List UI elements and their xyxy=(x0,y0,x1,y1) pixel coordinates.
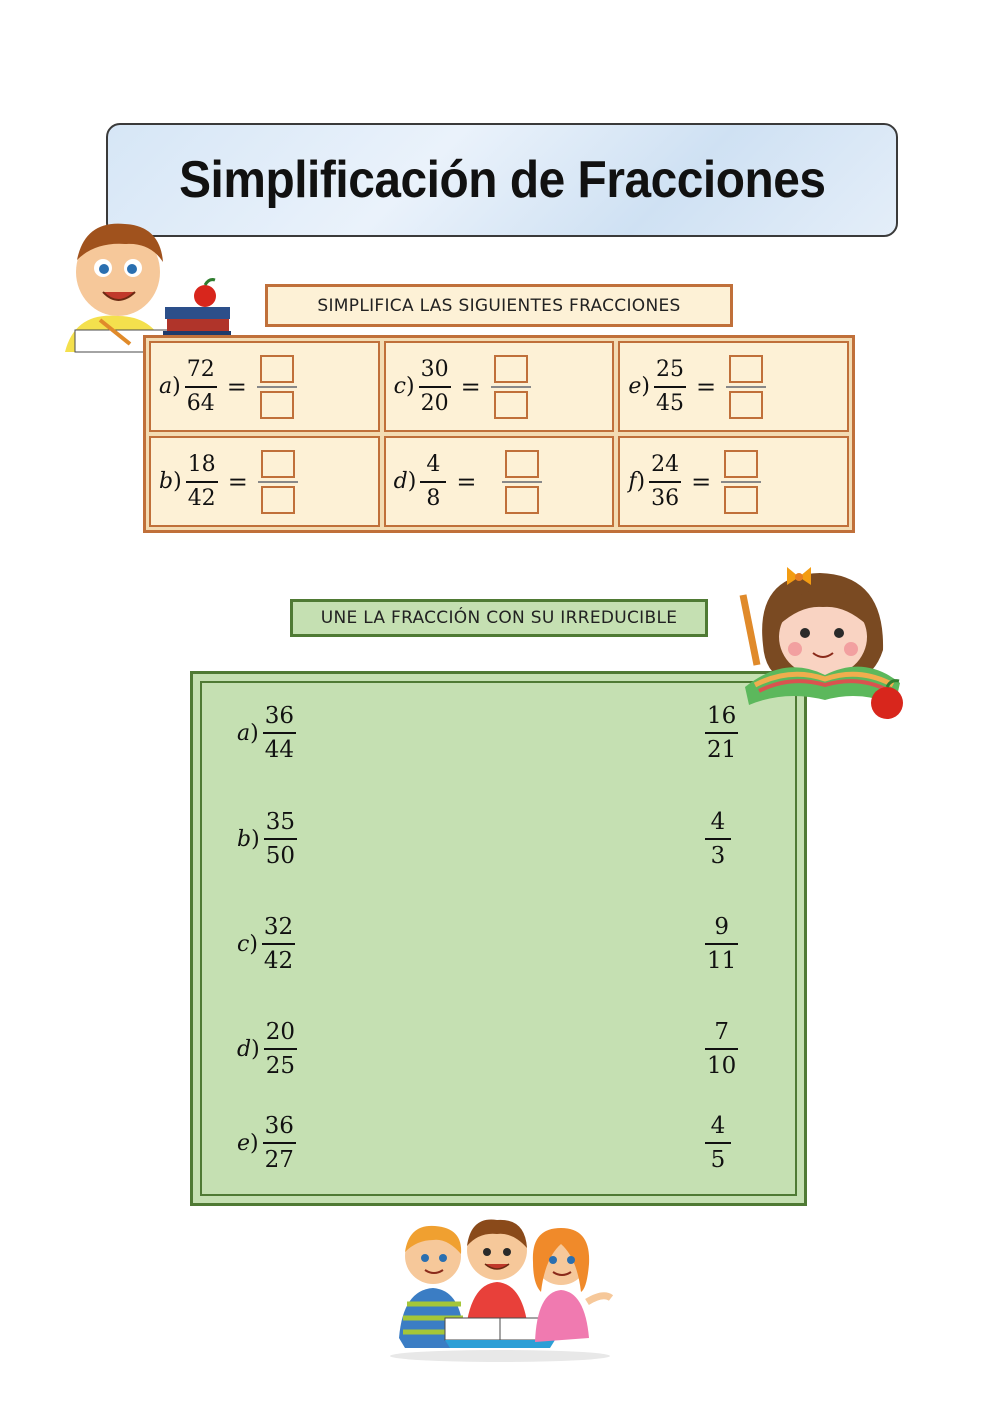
denominator: 42 xyxy=(263,948,294,974)
equals-sign: = xyxy=(460,372,481,401)
answer-numerator-input[interactable] xyxy=(729,355,763,383)
numerator: 25 xyxy=(655,356,684,382)
instruction-match: UNE LA FRACCIÓN CON SU IRREDUCIBLE xyxy=(290,599,708,637)
answer-fraction xyxy=(491,355,531,419)
denominator: 42 xyxy=(187,485,216,511)
numerator: 36 xyxy=(264,1113,294,1139)
fraction xyxy=(654,358,686,416)
denominator: 5 xyxy=(710,1147,726,1173)
fraction xyxy=(264,810,297,868)
left-fraction-e[interactable]: e ) $\frac{36}{27}$ xyxy=(237,1113,294,1173)
fraction xyxy=(263,704,296,762)
girl-reading-illustration xyxy=(735,555,915,725)
left-fraction-c[interactable]: c ) $\frac{32}{42}$ xyxy=(237,914,294,974)
exercise-letter: b xyxy=(237,826,252,852)
denominator: 36 xyxy=(651,485,680,511)
fraction xyxy=(264,1020,297,1078)
answer-numerator-input[interactable] xyxy=(261,450,295,478)
fraction xyxy=(705,1020,738,1078)
left-fraction-b[interactable]: b ) $\frac{35}{50}$ xyxy=(237,809,295,869)
kids-reading-illustration xyxy=(385,1218,615,1363)
numerator: 9 xyxy=(714,914,729,940)
numerator: 32 xyxy=(263,914,294,940)
denominator: 45 xyxy=(655,390,684,416)
answer-denominator-input[interactable] xyxy=(494,391,528,419)
fraction xyxy=(649,453,681,511)
denominator: 21 xyxy=(707,737,737,763)
exercise-e: e ) $\frac{25}{45}$ = xyxy=(618,341,849,432)
numerator: 4 xyxy=(710,809,726,835)
exercise-letter: a xyxy=(159,374,173,399)
numerator: 16 xyxy=(707,703,737,729)
instruction-simplify: SIMPLIFICA LAS SIGUIENTES FRACCIONES xyxy=(265,284,733,327)
equals-sign: = xyxy=(227,467,248,496)
exercise-letter: c xyxy=(393,374,406,399)
matching-exercise-box xyxy=(190,671,807,1206)
answer-denominator-input[interactable] xyxy=(724,486,758,514)
exercise-a: a ) $\frac{72}{64}$ = xyxy=(149,341,380,432)
right-fraction-5[interactable] xyxy=(701,1114,735,1172)
fraction xyxy=(420,453,446,511)
equals-sign: = xyxy=(695,372,717,401)
answer-denominator-input[interactable] xyxy=(729,391,763,419)
exercise-letter: a xyxy=(237,720,251,746)
denominator: 50 xyxy=(265,843,295,869)
equals-sign: = xyxy=(226,372,247,401)
equals-sign: = xyxy=(456,467,477,496)
fraction xyxy=(185,358,217,416)
exercise-f: f ) $\frac{24}{36}$ = xyxy=(618,436,849,527)
denominator: 8 xyxy=(426,485,441,511)
left-fraction-a[interactable]: a ) $\frac{36}{44}$ xyxy=(237,703,294,763)
numerator: 72 xyxy=(186,356,215,382)
denominator: 25 xyxy=(265,1053,295,1079)
exercise-letter: e xyxy=(237,1130,251,1156)
denominator: 44 xyxy=(264,737,294,763)
answer-numerator-input[interactable] xyxy=(260,355,294,383)
numerator: 35 xyxy=(265,809,295,835)
exercise-letter: c xyxy=(237,931,250,957)
fraction xyxy=(705,915,738,973)
numerator: 18 xyxy=(187,451,216,477)
fraction xyxy=(263,1114,296,1172)
exercise-letter: d xyxy=(393,469,408,494)
fraction xyxy=(186,453,218,511)
equals-sign: = xyxy=(691,467,712,496)
fraction xyxy=(262,915,295,973)
denominator: 11 xyxy=(707,948,737,974)
numerator: 20 xyxy=(265,1019,295,1045)
answer-fraction xyxy=(721,450,761,514)
numerator: 30 xyxy=(420,356,449,382)
answer-fraction xyxy=(726,355,766,419)
denominator: 20 xyxy=(420,390,449,416)
exercise-letter: d xyxy=(237,1036,252,1062)
numerator: 7 xyxy=(714,1019,729,1045)
right-fraction-3[interactable] xyxy=(701,915,742,973)
numerator: 24 xyxy=(651,451,680,477)
page-title: Simplificación de Fracciones xyxy=(178,151,826,209)
numerator: 36 xyxy=(264,703,294,729)
exercise-letter: b xyxy=(159,469,174,494)
exercise-c: c ) $\frac{30}{20}$ = xyxy=(384,341,615,432)
right-fraction-4[interactable] xyxy=(701,1020,742,1078)
answer-numerator-input[interactable] xyxy=(724,450,758,478)
numerator: 4 xyxy=(426,451,441,477)
right-fraction-2[interactable] xyxy=(701,810,735,868)
answer-fraction xyxy=(502,450,542,514)
answer-denominator-input[interactable] xyxy=(261,486,295,514)
numerator: 4 xyxy=(710,1113,726,1139)
denominator: 27 xyxy=(264,1147,294,1173)
fraction xyxy=(705,810,731,868)
answer-denominator-input[interactable] xyxy=(260,391,294,419)
simplify-exercise-grid xyxy=(143,335,855,533)
answer-fraction xyxy=(258,450,298,514)
denominator: 64 xyxy=(186,390,215,416)
denominator: 10 xyxy=(707,1053,737,1079)
answer-numerator-input[interactable] xyxy=(494,355,528,383)
fraction xyxy=(419,358,451,416)
exercise-letter: f xyxy=(628,469,637,494)
left-fraction-d[interactable]: d ) $\frac{20}{25}$ xyxy=(237,1019,295,1079)
exercise-d: d ) $\frac{4}{8}$ = xyxy=(384,436,615,527)
exercise-b: b ) $\frac{18}{42}$ = xyxy=(149,436,380,527)
answer-fraction xyxy=(257,355,297,419)
denominator: 3 xyxy=(710,843,726,869)
fraction xyxy=(705,704,738,762)
exercise-letter: e xyxy=(628,374,642,399)
fraction xyxy=(705,1114,731,1172)
answer-numerator-input[interactable] xyxy=(505,450,539,478)
answer-denominator-input[interactable] xyxy=(505,486,539,514)
